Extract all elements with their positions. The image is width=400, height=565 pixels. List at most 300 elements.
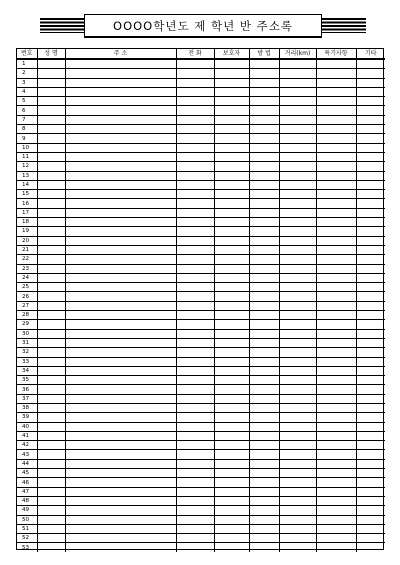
row-number: 45: [17, 469, 37, 478]
other-cell: [356, 125, 385, 134]
distance-cell: [279, 394, 316, 403]
guardian-cell: [214, 152, 249, 161]
method-cell: [249, 152, 279, 161]
distance-cell: [279, 245, 316, 254]
distance-cell: [279, 329, 316, 338]
row-number: 1: [17, 59, 37, 69]
table-row: [17, 376, 385, 385]
header-guardian: 보호자: [214, 49, 249, 59]
row-number: 4: [17, 87, 37, 96]
other-cell: [356, 180, 385, 189]
row-number: 24: [17, 273, 37, 282]
other-cell: [356, 506, 385, 515]
phone-cell: [176, 273, 214, 282]
table-row: [17, 245, 385, 254]
guardian-cell: [214, 413, 249, 422]
name-cell: [37, 311, 65, 320]
guardian-cell: [214, 496, 249, 505]
other-cell: [356, 403, 385, 412]
row-number: 46: [17, 478, 37, 487]
other-cell: [356, 115, 385, 124]
distance-cell: [279, 69, 316, 78]
row-number: 40: [17, 422, 37, 431]
name-cell: [37, 218, 65, 227]
other-cell: [356, 496, 385, 505]
guardian-cell: [214, 441, 249, 450]
title-decoration-left: [40, 18, 84, 33]
guardian-cell: [214, 171, 249, 180]
other-cell: [356, 190, 385, 199]
distance-cell: [279, 357, 316, 366]
other-cell: [356, 329, 385, 338]
name-cell: [37, 506, 65, 515]
other-cell: [356, 413, 385, 422]
table-row: [17, 366, 385, 375]
guardian-cell: [214, 69, 249, 78]
address-cell: [65, 422, 176, 431]
name-cell: [37, 106, 65, 115]
address-table-frame: [16, 48, 384, 550]
table-row: [17, 478, 385, 487]
method-cell: [249, 506, 279, 515]
table-row: [17, 301, 385, 310]
row-number: 43: [17, 450, 37, 459]
distance-cell: [279, 292, 316, 301]
notes-cell: [316, 264, 356, 273]
other-cell: [356, 394, 385, 403]
method-cell: [249, 450, 279, 459]
name-cell: [37, 394, 65, 403]
guardian-cell: [214, 524, 249, 533]
method-cell: [249, 162, 279, 171]
guardian-cell: [214, 255, 249, 264]
notes-cell: [316, 125, 356, 134]
table-row: [17, 208, 385, 217]
address-cell: [65, 106, 176, 115]
notes-cell: [316, 152, 356, 161]
row-number: 2: [17, 69, 37, 78]
phone-cell: [176, 227, 214, 236]
notes-cell: [316, 115, 356, 124]
guardian-cell: [214, 78, 249, 87]
table-row: [17, 255, 385, 264]
address-cell: [65, 469, 176, 478]
distance-cell: [279, 459, 316, 468]
table-row: [17, 227, 385, 236]
name-cell: [37, 413, 65, 422]
table-row: [17, 115, 385, 124]
table-row: [17, 413, 385, 422]
notes-cell: [316, 441, 356, 450]
distance-cell: [279, 487, 316, 496]
method-cell: [249, 376, 279, 385]
address-cell: [65, 87, 176, 96]
notes-cell: [316, 469, 356, 478]
phone-cell: [176, 524, 214, 533]
notes-cell: [316, 506, 356, 515]
notes-cell: [316, 394, 356, 403]
method-cell: [249, 115, 279, 124]
table-row: [17, 534, 385, 543]
other-cell: [356, 283, 385, 292]
method-cell: [249, 143, 279, 152]
row-number: 26: [17, 292, 37, 301]
other-cell: [356, 134, 385, 143]
method-cell: [249, 431, 279, 440]
phone-cell: [176, 106, 214, 115]
name-cell: [37, 152, 65, 161]
other-cell: [356, 227, 385, 236]
guardian-cell: [214, 431, 249, 440]
guardian-cell: [214, 283, 249, 292]
method-cell: [249, 227, 279, 236]
address-cell: [65, 255, 176, 264]
notes-cell: [316, 329, 356, 338]
address-cell: [65, 199, 176, 208]
other-cell: [356, 218, 385, 227]
row-number: 35: [17, 376, 37, 385]
notes-cell: [316, 338, 356, 347]
notes-cell: [316, 459, 356, 468]
distance-cell: [279, 227, 316, 236]
name-cell: [37, 115, 65, 124]
document-title: OOOO학년도 제 학년 반 주소록: [84, 14, 322, 38]
table-row: [17, 515, 385, 524]
phone-cell: [176, 534, 214, 543]
address-cell: [65, 376, 176, 385]
address-cell: [65, 171, 176, 180]
name-cell: [37, 403, 65, 412]
phone-cell: [176, 515, 214, 524]
guardian-cell: [214, 218, 249, 227]
notes-cell: [316, 106, 356, 115]
table-row: [17, 143, 385, 152]
phone-cell: [176, 422, 214, 431]
phone-cell: [176, 459, 214, 468]
name-cell: [37, 273, 65, 282]
other-cell: [356, 87, 385, 96]
notes-cell: [316, 143, 356, 152]
notes-cell: [316, 320, 356, 329]
row-number: 5: [17, 97, 37, 106]
address-cell: [65, 208, 176, 217]
name-cell: [37, 171, 65, 180]
phone-cell: [176, 366, 214, 375]
notes-cell: [316, 190, 356, 199]
distance-cell: [279, 301, 316, 310]
distance-cell: [279, 320, 316, 329]
address-cell: [65, 459, 176, 468]
other-cell: [356, 311, 385, 320]
distance-cell: [279, 97, 316, 106]
row-number: 30: [17, 329, 37, 338]
method-cell: [249, 180, 279, 189]
method-cell: [249, 134, 279, 143]
phone-cell: [176, 385, 214, 394]
name-cell: [37, 125, 65, 134]
address-cell: [65, 348, 176, 357]
method-cell: [249, 441, 279, 450]
guardian-cell: [214, 357, 249, 366]
row-number: 32: [17, 348, 37, 357]
address-cell: [65, 357, 176, 366]
name-cell: [37, 264, 65, 273]
guardian-cell: [214, 106, 249, 115]
distance-cell: [279, 524, 316, 533]
row-number: 3: [17, 78, 37, 87]
other-cell: [356, 524, 385, 533]
table-row: [17, 236, 385, 245]
row-number: 9: [17, 134, 37, 143]
name-cell: [37, 208, 65, 217]
other-cell: [356, 69, 385, 78]
method-cell: [249, 311, 279, 320]
name-cell: [37, 357, 65, 366]
method-cell: [249, 469, 279, 478]
name-cell: [37, 450, 65, 459]
phone-cell: [176, 171, 214, 180]
distance-cell: [279, 496, 316, 505]
phone-cell: [176, 403, 214, 412]
guardian-cell: [214, 348, 249, 357]
method-cell: [249, 338, 279, 347]
name-cell: [37, 78, 65, 87]
address-cell: [65, 338, 176, 347]
row-number: 52: [17, 534, 37, 543]
distance-cell: [279, 478, 316, 487]
guardian-cell: [214, 134, 249, 143]
table-row: [17, 190, 385, 199]
guardian-cell: [214, 87, 249, 96]
header-name: 성 명: [37, 49, 65, 59]
guardian-cell: [214, 180, 249, 189]
notes-cell: [316, 283, 356, 292]
method-cell: [249, 524, 279, 533]
method-cell: [249, 190, 279, 199]
row-number: 49: [17, 506, 37, 515]
phone-cell: [176, 190, 214, 199]
method-cell: [249, 478, 279, 487]
name-cell: [37, 376, 65, 385]
phone-cell: [176, 329, 214, 338]
method-cell: [249, 236, 279, 245]
table-row: [17, 218, 385, 227]
table-row: [17, 106, 385, 115]
guardian-cell: [214, 301, 249, 310]
distance-cell: [279, 236, 316, 245]
phone-cell: [176, 143, 214, 152]
other-cell: [356, 78, 385, 87]
table-row: [17, 431, 385, 440]
address-cell: [65, 273, 176, 282]
table-row: [17, 348, 385, 357]
other-cell: [356, 348, 385, 357]
phone-cell: [176, 69, 214, 78]
distance-cell: [279, 469, 316, 478]
phone-cell: [176, 180, 214, 189]
address-cell: [65, 190, 176, 199]
other-cell: [356, 515, 385, 524]
name-cell: [37, 543, 65, 552]
phone-cell: [176, 338, 214, 347]
phone-cell: [176, 469, 214, 478]
name-cell: [37, 143, 65, 152]
address-cell: [65, 236, 176, 245]
method-cell: [249, 385, 279, 394]
phone-cell: [176, 59, 214, 69]
other-cell: [356, 143, 385, 152]
method-cell: [249, 543, 279, 552]
guardian-cell: [214, 264, 249, 273]
row-number: 13: [17, 171, 37, 180]
row-number: 14: [17, 180, 37, 189]
distance-cell: [279, 543, 316, 552]
guardian-cell: [214, 478, 249, 487]
guardian-cell: [214, 338, 249, 347]
table-row: [17, 543, 385, 552]
other-cell: [356, 459, 385, 468]
phone-cell: [176, 543, 214, 552]
title-banner: [40, 14, 366, 37]
notes-cell: [316, 227, 356, 236]
distance-cell: [279, 422, 316, 431]
table-row: [17, 487, 385, 496]
method-cell: [249, 87, 279, 96]
notes-cell: [316, 97, 356, 106]
phone-cell: [176, 162, 214, 171]
guardian-cell: [214, 320, 249, 329]
method-cell: [249, 199, 279, 208]
phone-cell: [176, 292, 214, 301]
row-number: 50: [17, 515, 37, 524]
address-cell: [65, 245, 176, 254]
name-cell: [37, 69, 65, 78]
row-number: 23: [17, 264, 37, 273]
address-cell: [65, 311, 176, 320]
guardian-cell: [214, 366, 249, 375]
phone-cell: [176, 394, 214, 403]
other-cell: [356, 376, 385, 385]
method-cell: [249, 413, 279, 422]
address-cell: [65, 115, 176, 124]
method-cell: [249, 245, 279, 254]
name-cell: [37, 478, 65, 487]
other-cell: [356, 301, 385, 310]
other-cell: [356, 152, 385, 161]
guardian-cell: [214, 273, 249, 282]
address-cell: [65, 180, 176, 189]
guardian-cell: [214, 199, 249, 208]
header-number: 번호: [17, 49, 37, 59]
guardian-cell: [214, 385, 249, 394]
notes-cell: [316, 422, 356, 431]
distance-cell: [279, 431, 316, 440]
distance-cell: [279, 134, 316, 143]
other-cell: [356, 357, 385, 366]
guardian-cell: [214, 236, 249, 245]
row-number: 37: [17, 394, 37, 403]
name-cell: [37, 515, 65, 524]
guardian-cell: [214, 115, 249, 124]
other-cell: [356, 320, 385, 329]
row-number: 25: [17, 283, 37, 292]
row-number: 15: [17, 190, 37, 199]
method-cell: [249, 264, 279, 273]
guardian-cell: [214, 422, 249, 431]
distance-cell: [279, 218, 316, 227]
table-row: [17, 385, 385, 394]
method-cell: [249, 357, 279, 366]
header-distance: 거리(km): [279, 49, 316, 59]
name-cell: [37, 348, 65, 357]
notes-cell: [316, 357, 356, 366]
name-cell: [37, 180, 65, 189]
distance-cell: [279, 348, 316, 357]
notes-cell: [316, 515, 356, 524]
table-row: [17, 496, 385, 505]
other-cell: [356, 199, 385, 208]
row-number: 34: [17, 366, 37, 375]
header-phone: 전 화: [176, 49, 214, 59]
phone-cell: [176, 450, 214, 459]
other-cell: [356, 366, 385, 375]
method-cell: [249, 496, 279, 505]
title-decoration-right: [322, 18, 366, 33]
name-cell: [37, 190, 65, 199]
row-number: 33: [17, 357, 37, 366]
notes-cell: [316, 487, 356, 496]
row-number: 53: [17, 543, 37, 552]
address-cell: [65, 394, 176, 403]
distance-cell: [279, 59, 316, 69]
table-row: [17, 273, 385, 282]
notes-cell: [316, 478, 356, 487]
row-number: 51: [17, 524, 37, 533]
method-cell: [249, 329, 279, 338]
method-cell: [249, 106, 279, 115]
distance-cell: [279, 385, 316, 394]
guardian-cell: [214, 97, 249, 106]
row-number: 17: [17, 208, 37, 217]
row-number: 41: [17, 431, 37, 440]
phone-cell: [176, 97, 214, 106]
method-cell: [249, 78, 279, 87]
other-cell: [356, 469, 385, 478]
guardian-cell: [214, 292, 249, 301]
guardian-cell: [214, 227, 249, 236]
address-cell: [65, 264, 176, 273]
method-cell: [249, 208, 279, 217]
address-cell: [65, 431, 176, 440]
table-row: [17, 422, 385, 431]
phone-cell: [176, 199, 214, 208]
distance-cell: [279, 283, 316, 292]
name-cell: [37, 199, 65, 208]
address-cell: [65, 366, 176, 375]
guardian-cell: [214, 143, 249, 152]
header-other: 기타: [356, 49, 385, 59]
notes-cell: [316, 134, 356, 143]
row-number: 28: [17, 311, 37, 320]
notes-cell: [316, 534, 356, 543]
other-cell: [356, 245, 385, 254]
row-number: 47: [17, 487, 37, 496]
name-cell: [37, 320, 65, 329]
row-number: 16: [17, 199, 37, 208]
distance-cell: [279, 534, 316, 543]
phone-cell: [176, 134, 214, 143]
table-row: [17, 199, 385, 208]
